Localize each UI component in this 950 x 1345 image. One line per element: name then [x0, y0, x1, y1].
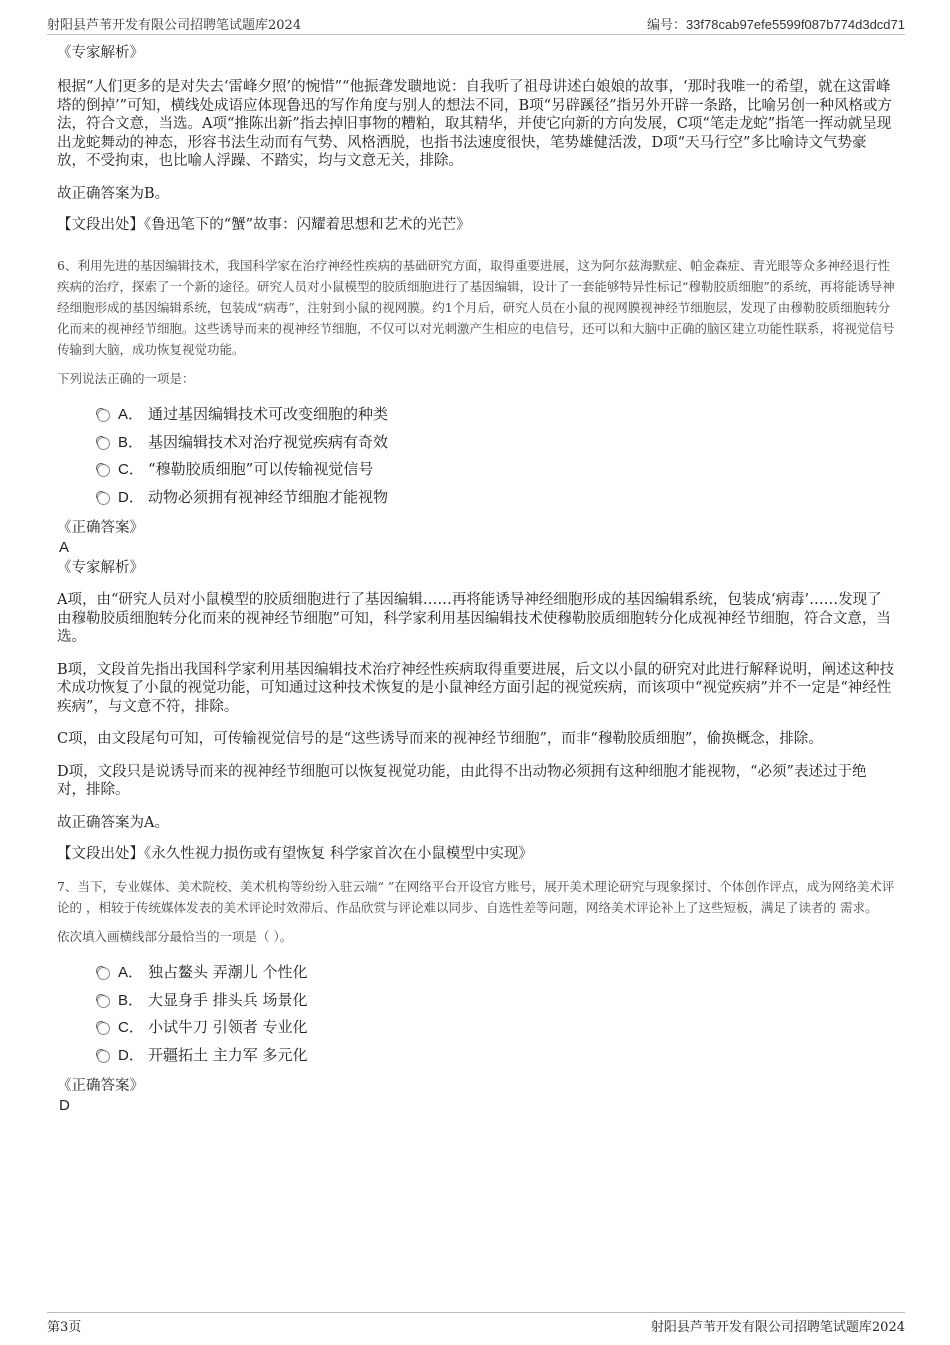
option-letter: B．	[118, 991, 144, 1009]
question-7-prompt: 依次填入画横线部分最恰当的一项是（ ）。	[57, 929, 293, 944]
option-c[interactable]	[57, 1014, 895, 1042]
option-letter: C．	[118, 1019, 144, 1036]
option-letter: C．	[118, 461, 144, 478]
question-6-prompt: 下列说法正确的一项是：	[57, 371, 195, 386]
option-text: 通过基因编辑技术可改变细胞的种类	[148, 405, 389, 423]
analysis-d: D项，文段只是说诱导而来的视神经节细胞可以恢复视觉功能，由此得不出动物必须拥有这种细胞才能视物，“必须”表述过于绝对，排除。	[57, 763, 867, 798]
option-b[interactable]	[57, 429, 895, 457]
source-text: 【文段出处】《鲁迅笔下的“蟹”故事：闪耀着思想和艺术的光芒》	[57, 217, 471, 233]
option-letter: D．	[118, 488, 144, 506]
answer-value: A	[59, 539, 70, 556]
footer-title: 射阳县芦苇开发有限公司招聘笔试题库2024	[650, 1320, 905, 1335]
page-content	[57, 42, 895, 1115]
option-a[interactable]	[57, 401, 895, 429]
conclusion-text: 故正确答案为B。	[57, 185, 170, 202]
analysis-tag: 《专家解析》	[57, 45, 144, 61]
answer-value: D	[59, 1097, 70, 1114]
option-letter: A．	[118, 406, 144, 423]
option-text: 基因编辑技术对治疗视觉疾病有奇效	[148, 432, 389, 451]
header-title: 射阳县芦苇开发有限公司招聘笔试题库2024	[47, 18, 302, 33]
analysis-b: B项，文段首先指出我国科学家利用基因编辑技术治疗神经性疾病取得重要进展，后文以小鼠的研究对此进行解释说明，阐述这种技术成功恢复了小鼠的视觉功能，可知通过这种技术恢复的是小鼠神经方面引起的视觉疾病，而该项中“视觉疾病”并不一定是“神经性疾病”，与文意不符，排除。	[57, 661, 895, 715]
question-6-options	[57, 401, 895, 511]
source-text: 【文段出处】《永久性视力损伤或有望恢复 科学家首次在小鼠模型中实现》	[57, 846, 533, 862]
question-7-stem: 7、当下，专业媒体、美术院校、美术机构等纷纷入驻云端“ ”在网络平台开设官方账号，展开美术理论研究与现象探讨、个体创作评点，成为网络美术评论的 ，相较于传统媒体发表的美术评论时效滞后、作品欣赏与评论难以同步、自选性差等问题，网络美术评论补上了这些短板，满足了读者的 需求。	[57, 879, 895, 915]
option-a[interactable]	[57, 959, 895, 987]
page-header	[47, 12, 905, 35]
option-text: 动物必须拥有视神经节细胞才能视物	[148, 487, 389, 506]
radio-icon[interactable]	[97, 1022, 110, 1035]
radio-icon[interactable]	[97, 995, 110, 1008]
analysis-tag: 《专家解析》	[57, 560, 144, 576]
radio-icon[interactable]	[97, 409, 110, 422]
option-text: 开疆拓土 主力军 多元化	[148, 1045, 308, 1064]
option-text: 小试牛刀 引领者 专业化	[148, 1018, 308, 1036]
page-footer	[47, 1312, 905, 1335]
option-text: “穆勒胶质细胞”可以传输视觉信号	[148, 460, 374, 478]
option-c[interactable]	[57, 456, 895, 484]
analysis-a: A项，由“研究人员对小鼠模型的胶质细胞进行了基因编辑……再将能诱导神经细胞形成的基因编辑系统，包装成‘病毒’……发现了由穆勒胶质细胞转分化而来的视神经节细胞”可知，科学家利用基因编辑技术使穆勒胶质细胞转分化成视神经节细胞，符合文意，当选。	[57, 592, 891, 645]
option-d[interactable]	[57, 484, 895, 512]
option-letter: B．	[118, 433, 144, 451]
option-text: 独占鳌头 弄潮儿 个性化	[148, 963, 308, 981]
radio-icon[interactable]	[97, 1050, 110, 1063]
header-code: 编号：33f78cab97efe5599f087b774d3dcd71	[646, 17, 905, 32]
option-d[interactable]	[57, 1042, 895, 1070]
option-letter: A．	[118, 964, 144, 981]
option-text: 大显身手 排头兵 场景化	[148, 990, 308, 1009]
analysis-c: C项，由文段尾句可知，可传输视觉信号的是“这些诱导而来的视神经节细胞”，而非“穆勒胶质细胞”，偷换概念，排除。	[57, 731, 823, 747]
page-number: 第3页	[47, 1320, 82, 1335]
option-letter: D．	[118, 1046, 144, 1064]
radio-icon[interactable]	[97, 437, 110, 450]
question-6-stem: 6、利用先进的基因编辑技术，我国科学家在治疗神经性疾病的基础研究方面，取得重要进展，这为阿尔兹海默症、帕金森症、青光眼等众多神经退行性疾病的治疗，探索了一个新的途径。研究人员对小鼠模型的胶质细胞进行了基因编辑，设计了一套能够特异性标记“穆勒胶质细胞”的系统，再将能诱导神经细胞形成的基因编辑系统，包装成“病毒”，注射到小鼠的视网膜。约1个月后，研究人员在小鼠的视网膜视神经节细胞层，发现了由穆勒胶质细胞转分化而来的视神经节细胞。这些诱导而来的视神经节细胞，不仅可以对光刺激产生相应的电信号，还可以和大脑中正确的脑区建立功能性联系，将视觉信号传输到大脑，成功恢复视觉功能。	[57, 258, 895, 357]
radio-icon[interactable]	[97, 464, 110, 477]
question-7-options	[57, 959, 895, 1069]
conclusion-text: 故正确答案为A。	[57, 814, 169, 831]
answer-tag: 《正确答案》	[57, 520, 144, 536]
radio-icon[interactable]	[97, 967, 110, 980]
option-b[interactable]	[57, 987, 895, 1015]
analysis-text: 根据“人们更多的是对失去‘雷峰夕照’的惋惜”“他振聋发聩地说：自我听了祖母讲述白娘娘的故事，‘那时我唯一的希望，就在这雷峰塔的倒掉’”可知，横线处成语应体现鲁迅的写作角度与别人的想法不同，B项“另辟蹊径”指另外开辟一条路，比喻另创一种风格或方法，符合文意，当选。A项“推陈出新”指去掉旧事物的糟粕，取其精华，并使它向新的方向发展，C项“笔走龙蛇”指笔一挥动就呈现出龙蛇舞动的神态，形容书法生动而有气势、风格洒脱，也指书法速度很快，笔势雄健活泼，D项“天马行空”多比喻诗文气势豪放，不受拘束，也比喻人浮躁、不踏实，均与文意无关，排除。	[57, 79, 892, 169]
radio-icon[interactable]	[97, 492, 110, 505]
answer-tag: 《正确答案》	[57, 1078, 144, 1094]
